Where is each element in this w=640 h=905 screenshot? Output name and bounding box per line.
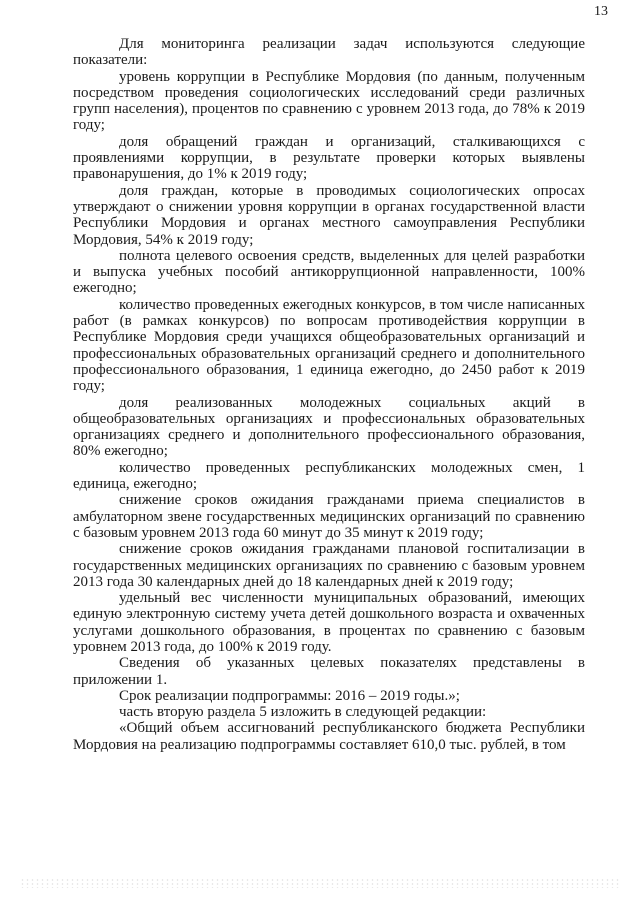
scan-noise	[20, 878, 620, 888]
paragraph-corruption-level: уровень коррупции в Республике Мордовия (по данным, полученным посредством проведения социологических исследований среди различных групп населения), процентов по сравнению с уровнем 2013 года, до 78% к 2019 году;	[73, 68, 585, 134]
paragraph-section-amend: часть вторую раздела 5 изложить в следующей редакции:	[119, 704, 487, 721]
paragraph-hospitalization-wait: снижение сроков ожидания гражданами плановой госпитализации в государственных медицинских организациях по сравнению с базовым уровнем 2013 года 30 календарных дней до 18 календарных дней к 2019 году;	[73, 541, 585, 590]
paragraph-contests-count: количество проведенных ежегодных конкурсов, в том числе написанных работ (в рамках конкурсов) по вопросам противодействия коррупции в Республике Мордовия среди учащихся общеобразовательных организаций и профессиональных образовательных организаций среднего и дополнительного профессионального образования, 1 единица ежегодно, до 2450 работ к 2019 году;	[73, 296, 585, 395]
paragraph-appeals-share: доля обращений граждан и организаций, сталкивающихся с проявлениями коррупции, в результате проверки которых выявлены правонарушения, до 1% к 2019 году;	[73, 133, 585, 183]
paragraph-term: Срок реализации подпрограммы: 2016 – 2019 годы.»;	[119, 687, 460, 704]
paragraph-municipal-share: удельный вес численности муниципальных образований, имеющих единую электронную систему учета детей дошкольного возраста и охваченных услугами дошкольного образования, в процентах по сравнению с базовым уровнем 2013 года, до 100% к 2019 году.	[73, 590, 585, 655]
paragraph-intro: Для мониторинга реализации задач используются следующие показатели:	[73, 36, 585, 69]
document-body	[73, 36, 585, 753]
paragraph-citizens-share: доля граждан, которые в проводимых социологических опросах утверждают о снижении уровня коррупции в органах государственной власти Республики Мордовия и органах местного самоуправления Республики Мордовия, 54% к 2019 году;	[73, 182, 585, 248]
paragraph-youth-shifts: количество проведенных республиканских молодежных смен, 1 единица, ежегодно;	[73, 459, 585, 493]
page-number: 13	[594, 4, 608, 19]
paragraph-youth-actions: доля реализованных молодежных социальных акций в общеобразовательных организациях и профессиональных образовательных организациях среднего и дополнительного профессионального образования, 80% ежегодно;	[73, 394, 585, 460]
paragraph-funds-completeness: полнота целевого освоения средств, выделенных для целей разработки и выпуска учебных пособий антикоррупционной направленности, 100% ежегодно;	[73, 247, 585, 297]
paragraph-appendix-ref: Сведения об указанных целевых показателях представлены в приложении 1.	[73, 655, 585, 688]
paragraph-budget: «Общий объем ассигнований республиканского бюджета Республики Мордовия на реализацию подпрограммы составляет 610,0 тыс. рублей, в том	[73, 720, 585, 753]
paragraph-specialist-wait: снижение сроков ожидания гражданами приема специалистов в амбулаторном звене государственных медицинских организаций по сравнению с базовым уровнем 2013 года 60 минут до 35 минут к 2019 году;	[73, 492, 585, 541]
